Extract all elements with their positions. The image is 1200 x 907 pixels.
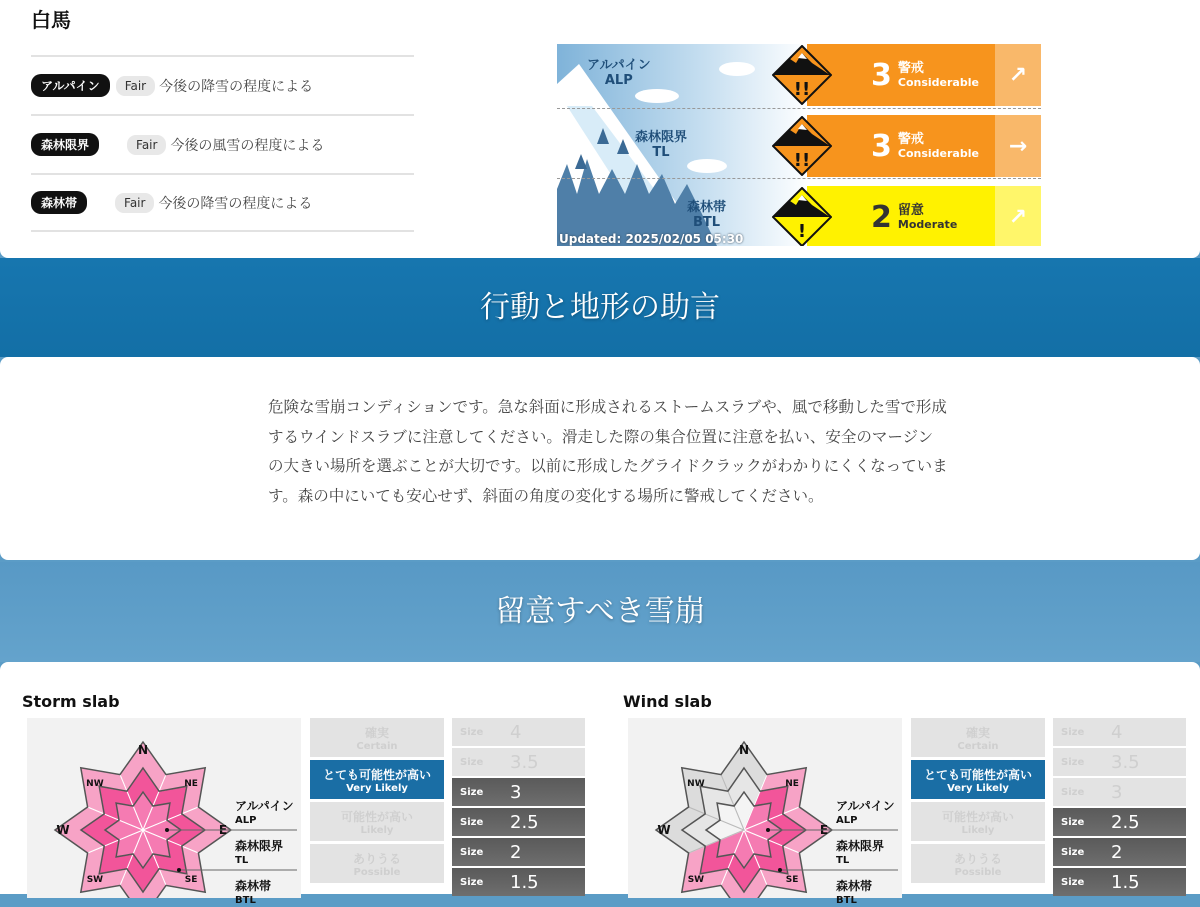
direction-label: W [657,823,671,837]
size-level: Size 1.5 [1053,868,1186,896]
aspect-rose [628,718,902,906]
likelihood-level: 可能性が高い Likely [911,802,1045,841]
svg-text:!: ! [797,221,807,242]
advice-panel [0,357,1200,560]
confidence-note: 今後の風雪の程度による [170,137,325,154]
advice-text: 危険な雪崩コンディションです。急な斜面に形成されるストームスラブや、風で移動した雪で形成するウインドスラブに注意してください。滑走した際の集合位置に注意を払い、安全のマージンの大きい場所を選ぶことが大切です。以前に形成したグライドクラックがわかりにくくなっています。森の中にいても安心せず、斜面の角度の変化する場所に警戒してください。 [268,398,948,505]
elevation-label: 森林帯 BTL [836,879,873,906]
confidence-note: 今後の降雪の程度による [159,78,314,95]
forecast-summary-panel [0,0,1200,258]
confidence-row [31,55,414,114]
size-level: Size 1.5 [452,868,585,896]
size-level: Size 2 [1053,838,1186,866]
elevation-label: 森林帯 BTL [235,879,272,906]
trend-arrow-icon: → [995,115,1041,177]
confidence-badge: Fair [127,135,166,155]
updated-timestamp: Updated: 2025/02/05 05:30 [559,232,744,246]
danger-level-band: 2 留意 Moderate [807,186,995,246]
likelihood-level: ありうる Possible [310,844,444,883]
elevation-badge: アルパイン [31,74,110,97]
danger-row [557,115,1041,177]
aspect-rose [27,718,301,906]
confidence-row [31,173,414,232]
size-level: Size 2.5 [452,808,585,836]
likelihood-level: とても可能性が高い Very Likely [310,760,444,799]
elevation-badge: 森林帯 [31,191,87,214]
likelihood-level: 可能性が高い Likely [310,802,444,841]
direction-label: NW [687,778,705,789]
direction-label: SW [86,875,104,886]
elevation-label: アルパイン ALP [836,799,895,826]
advice-title: 行動と地形の助言 [480,290,720,325]
size-level: Size 3.5 [452,748,585,776]
svg-text:!!: !! [793,79,811,100]
avalanche-danger-3-icon [772,116,832,176]
elevation-label: 森林限界 TL [235,839,284,866]
danger-rating-graphic [557,44,1041,246]
likelihood-level: 確実 Certain [310,718,444,757]
elevation-label: 森林限界 TL [836,839,885,866]
confidence-badge: Fair [115,193,154,213]
direction-label: SE [184,875,198,886]
danger-level-band: 3 警戒 Considerable [807,44,995,106]
region-title: 白馬 [31,8,71,32]
direction-label: N [137,743,149,757]
direction-label: SW [687,875,705,886]
confidence-badge: Fair [116,76,155,96]
problem-name: Storm slab [22,692,120,711]
problem-name: Wind slab [623,692,712,711]
elevation-label: 森林帯 BTL [687,200,727,230]
problems-title: 留意すべき雪崩 [495,594,705,629]
likelihood-level: ありうる Possible [911,844,1045,883]
avalanche-danger-2-icon [772,187,832,246]
likelihood-level: 確実 Certain [911,718,1045,757]
problems-panel [0,662,1200,906]
danger-level-band: 3 警戒 Considerable [807,115,995,177]
size-level: Size 2 [452,838,585,866]
size-level: Size 4 [1053,718,1186,746]
direction-label: SE [785,875,799,886]
elevation-badge: 森林限界 [31,133,99,156]
advice-header [0,258,1200,357]
size-level: Size 3 [452,778,585,806]
direction-label: NE [184,778,198,789]
size-level: Size 4 [452,718,585,746]
trend-arrow-icon: ↗ [995,186,1041,246]
direction-label: N [738,743,750,757]
direction-label: NE [785,778,799,789]
direction-label: E [218,823,228,837]
svg-text:!!: !! [793,150,811,171]
likelihood-level: とても可能性が高い Very Likely [911,760,1045,799]
confidence-row [31,114,414,173]
direction-label: W [56,823,70,837]
problems-header [0,562,1200,662]
size-level: Size 2.5 [1053,808,1186,836]
direction-label: E [819,823,829,837]
trend-arrow-icon: ↗ [995,44,1041,106]
elevation-label: 森林限界 TL [635,130,688,160]
avalanche-danger-3-icon [772,45,832,105]
elevation-label: アルパイン ALP [587,58,651,88]
elevation-label: アルパイン ALP [235,799,294,826]
confidence-note: 今後の降雪の程度による [158,195,313,212]
danger-row [557,44,1041,106]
direction-label: NW [86,778,104,789]
size-level: Size 3.5 [1053,748,1186,776]
size-level: Size 3 [1053,778,1186,806]
